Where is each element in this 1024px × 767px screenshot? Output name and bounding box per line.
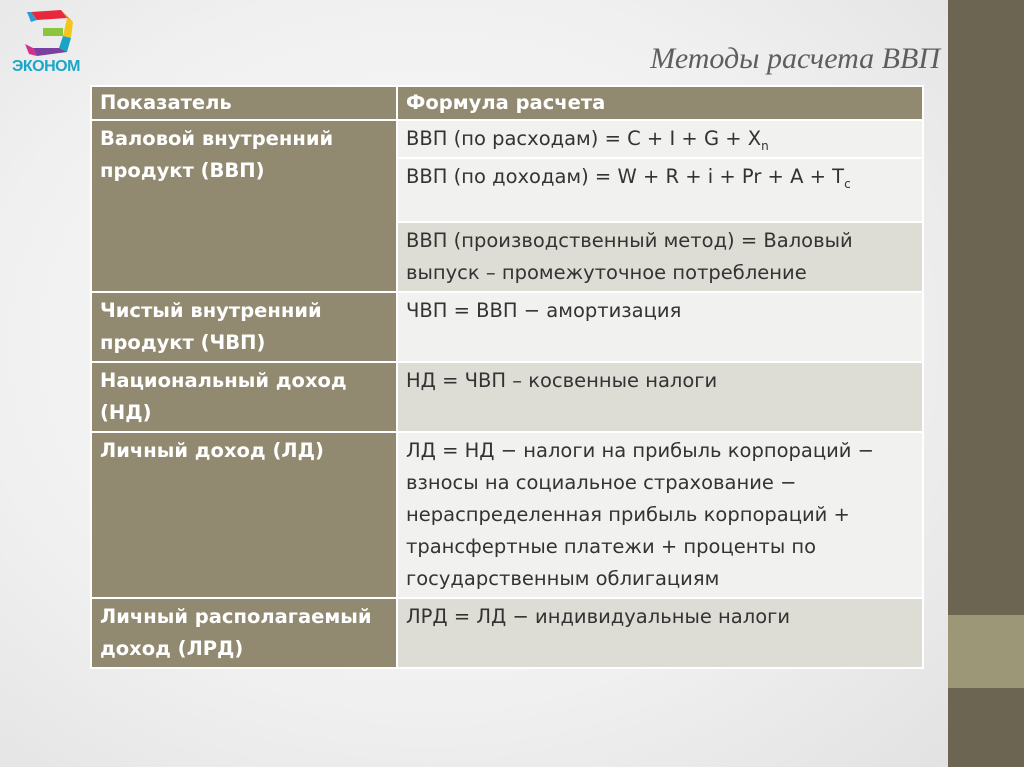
- table-row: [91, 432, 923, 598]
- page-title: Методы расчета ВВП: [650, 42, 940, 75]
- formula-gdp-expenditure-text: ВВП (по расходам) = C + I + G + X: [406, 127, 762, 150]
- indicator-pi: Личный доход (ЛД): [91, 432, 397, 598]
- formula-gdp-income-text: ВВП (по доходам) = W + R + i + Pr + A + T: [406, 165, 845, 188]
- header-indicator: Показатель: [91, 86, 397, 120]
- formula-ndp: ЧВП = ВВП − амортизация: [397, 292, 923, 362]
- table-row: [91, 362, 923, 432]
- formula-pi: ЛД = НД − налоги на прибыль корпораций − взносы на социальное страхование − нераспределенная прибыль корпораций + трансфертные платежи + проценты по государственным облигациям: [397, 432, 923, 598]
- indicator-ni: Национальный доход (НД): [91, 362, 397, 432]
- table-row: [91, 292, 923, 362]
- formula-gdp-expenditure: [397, 120, 923, 158]
- side-decor-accent: [948, 615, 1024, 688]
- formula-gdp-production: ВВП (производственный метод) = Валовый выпуск – промежуточное потребление: [397, 222, 923, 292]
- indicator-gdp: Валовой внутренний продукт (ВВП): [91, 120, 397, 292]
- table-row: [91, 120, 923, 158]
- indicator-ndp: Чистый внутренний продукт (ЧВП): [91, 292, 397, 362]
- table-header-row: [91, 86, 923, 120]
- header-formula: Формула расчета: [397, 86, 923, 120]
- table-row: [91, 598, 923, 668]
- formula-ni: НД = ЧВП – косвенные налоги: [397, 362, 923, 432]
- formula-dpi: ЛРД = ЛД − индивидуальные налоги: [397, 598, 923, 668]
- formula-gdp-income: [397, 158, 923, 222]
- logo-text: ЭКОНОМ: [12, 58, 80, 75]
- gdp-methods-table: [90, 85, 924, 669]
- formula-gdp-expenditure-sub: n: [761, 139, 769, 153]
- indicator-dpi: Личный располагаемый доход (ЛРД): [91, 598, 397, 668]
- formula-gdp-income-sub: c: [844, 177, 851, 191]
